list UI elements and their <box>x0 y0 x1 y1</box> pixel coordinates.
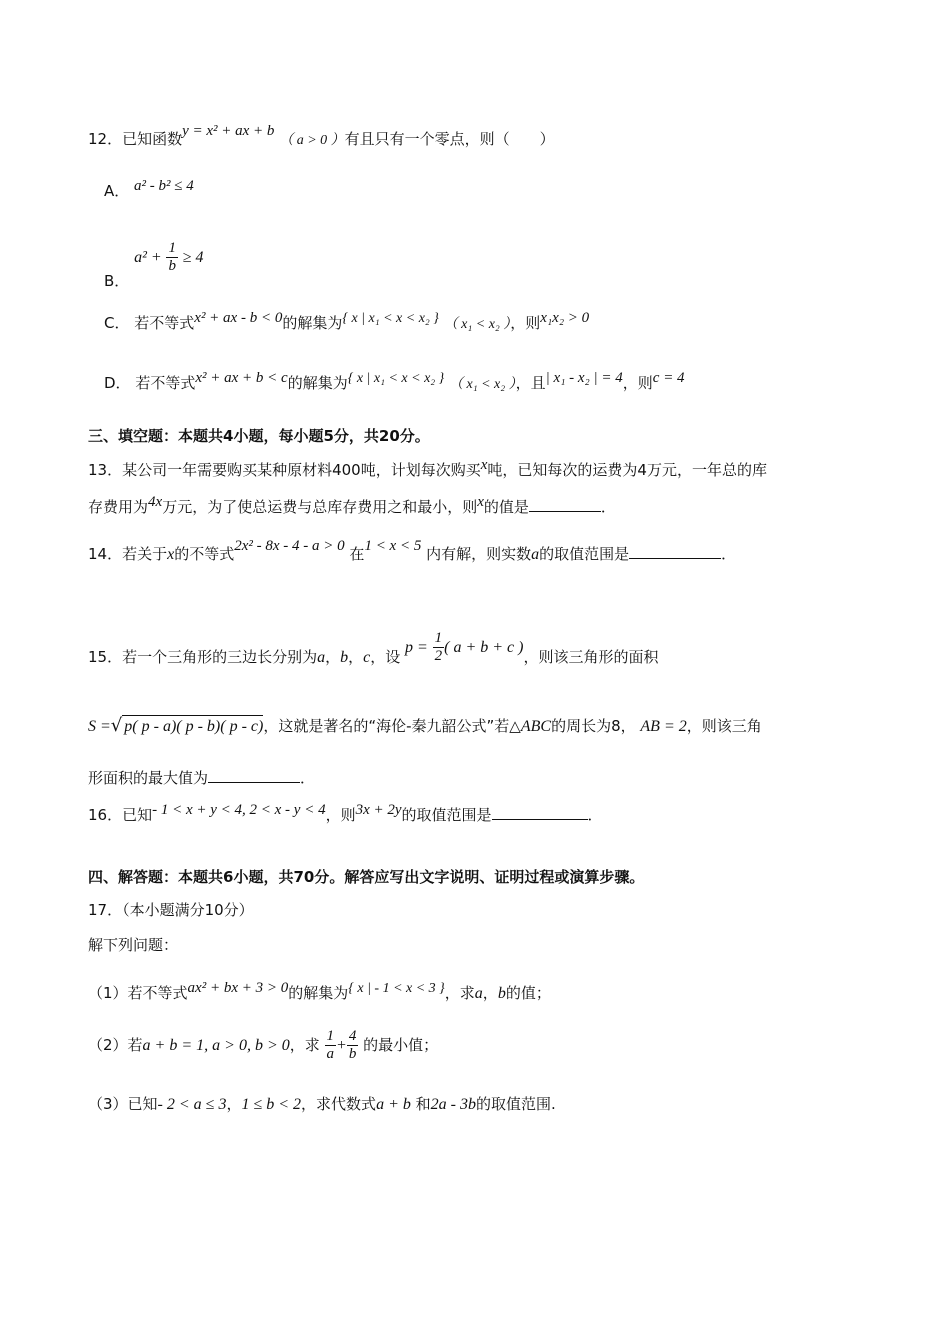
q15-line-3 <box>88 767 315 789</box>
q16-period: ． <box>587 806 603 824</box>
q12-option-b <box>104 240 204 290</box>
q14-inequality: 2x² - 8x - 4 - a > 0 <box>234 538 345 554</box>
q14-text-2: 的不等式 <box>174 545 235 563</box>
option-c-then: ，则 <box>510 314 541 332</box>
q15-ab: AB = 2 <box>640 718 687 735</box>
option-d-cond: （ x₁ < x₂ ） <box>449 377 516 392</box>
q14-text-1: 14．若关于 <box>88 545 168 563</box>
option-c-cond: （ x₁ < x₂ ） <box>443 317 511 332</box>
q13-var-x2: x <box>477 494 484 510</box>
q17-part-1 <box>88 982 551 1006</box>
q13-text-1: 13．某公司一年需要购买某种原材料400吨，计划每次购买 <box>88 461 481 479</box>
q13-line-1 <box>88 459 767 482</box>
radical-icon: √ <box>110 715 123 736</box>
q16-text-1: 16．已知 <box>88 806 153 824</box>
q17-p3-sep: ， <box>226 1095 242 1113</box>
q14-text-4: 内有解，则实数 <box>426 545 532 563</box>
q17-p2-fraction-1 <box>325 1028 337 1063</box>
q17-p1-var-a: a <box>474 985 483 1002</box>
q17-p1-text-4: 的值； <box>505 984 551 1002</box>
q13-text-3: 存费用为 <box>88 498 149 516</box>
q13-text-4: 万元，为了使总运费与总库存费用之和最小，则 <box>162 498 478 516</box>
q17-p2-den-1: a <box>326 1046 335 1062</box>
q13-var-4x: 4x <box>148 494 163 510</box>
q17-p2-num-1: 1 <box>326 1028 335 1044</box>
q17-p3-cond-1: - 2 < a ≤ 3 <box>157 1096 227 1113</box>
option-c-mid: 的解集为 <box>282 314 343 332</box>
q15-text-6: ，则该三角 <box>686 717 762 735</box>
option-c-inequality: x² + ax - b < 0 <box>194 310 283 326</box>
q17-p3-text-3: 的取值范围. <box>475 1095 556 1113</box>
q17-p2-num-2: 4 <box>348 1028 357 1044</box>
option-d-set: { x | x₁ < x < x₂ } <box>347 371 445 386</box>
option-d-inequality: x² + ax + b < c <box>195 370 288 386</box>
q15-text-1: 15．若一个三角形的三边长分别为 <box>88 648 318 666</box>
option-b-den: b <box>168 258 176 274</box>
option-b-fraction <box>166 240 178 275</box>
q15-var-c: c <box>363 649 371 666</box>
q16-expression: 3x + 2y <box>355 802 402 818</box>
option-d-label: D． <box>104 374 131 392</box>
q16-line <box>88 804 603 827</box>
q17-p1-set: { x | - 1 < x < 3 } <box>348 981 445 996</box>
q13-period: ． <box>600 498 616 516</box>
q15-sep-2: ， <box>348 648 364 666</box>
option-d-then: ，则 <box>622 374 653 392</box>
q15-p-den: 2 <box>434 648 443 664</box>
q17-p3-cond-2: 1 ≤ b < 2 <box>241 1096 302 1113</box>
q17-p2-text-2: ，求 <box>289 1036 320 1054</box>
q15-text-7: 形面积的最大值为 <box>88 769 209 787</box>
option-d-abs: | x₁ - x₂ | = 4 <box>545 370 623 386</box>
q12-option-c <box>104 312 589 336</box>
section-4-heading: 四、解答题：本题共6小题，共70分。解答应写出文字说明、证明过程或演算步骤。 <box>88 868 645 886</box>
q15-var-b: b <box>340 649 349 666</box>
q17-part-3 <box>88 1093 556 1116</box>
q12-stem-tail: 有且只有一个零点，则（ ） <box>344 130 555 148</box>
q13-text-2: 吨，已知每次的运费为4万元，一年总的库 <box>487 461 767 479</box>
q15-text-5: 的周长为8， <box>551 717 636 735</box>
q17-p2-plus: + <box>336 1037 347 1054</box>
q12-option-d <box>104 372 685 396</box>
q17-p1-text-1: （1）若不等式 <box>88 984 188 1002</box>
q14-text-3: 在 <box>349 545 365 563</box>
q17-p1-sep: ， <box>482 984 498 1002</box>
q13-line-2 <box>88 496 616 519</box>
option-b-label: B． <box>104 272 130 290</box>
q14-var-x: x <box>167 546 175 563</box>
q15-p-fraction <box>433 630 445 665</box>
option-c-result: x₁x₂ > 0 <box>540 310 590 326</box>
q17-p2-text-3: 的最小值； <box>363 1036 439 1054</box>
q17-p3-expr-2: 2a - 3b <box>430 1096 476 1113</box>
section-3-heading: 三、填空题：本题共4小题，每小题5分，共20分。 <box>88 427 430 445</box>
q12-condition: （ a > 0 ） <box>279 133 345 148</box>
q17-intro: 解下列问题： <box>88 936 179 954</box>
q17-p2-fraction-2 <box>347 1028 359 1063</box>
q15-answer-blank[interactable] <box>208 768 300 783</box>
q16-condition: - 1 < x + y < 4, 2 < x - y < 4 <box>152 802 326 818</box>
q15-p-pre: p = <box>405 639 428 656</box>
q12-stem <box>88 123 555 152</box>
q15-line-2 <box>88 715 762 738</box>
q15-p-num: 1 <box>434 630 443 646</box>
q15-text-3: ，则该三角形的面积 <box>523 648 659 666</box>
q17-part-2 <box>88 1028 438 1072</box>
q17-p3-text-1: （3）已知 <box>88 1095 158 1113</box>
option-c-label: C． <box>104 314 130 332</box>
q16-text-3: 的取值范围是 <box>401 806 492 824</box>
q14-range: 1 < x < 5 <box>364 538 422 554</box>
option-d-result: c = 4 <box>652 370 685 386</box>
q13-var-x: x <box>480 457 488 473</box>
q15-sep-1: ， <box>325 648 341 666</box>
q17-p3-and: 和 <box>415 1095 431 1113</box>
q15-abc: ABC <box>520 718 552 735</box>
q14-var-a: a <box>531 546 540 563</box>
option-b-expr-post: ≥ 4 <box>182 249 204 266</box>
q17-p2-condition: a + b = 1, a > 0, b > 0 <box>142 1037 290 1054</box>
q15-s-pre: S = <box>88 718 111 735</box>
q16-answer-blank[interactable] <box>492 805 588 820</box>
q15-period: ． <box>300 769 316 787</box>
q17-p3-text-2: ，求代数式 <box>301 1095 377 1113</box>
q14-line <box>88 538 737 566</box>
option-a-label: A． <box>104 182 130 200</box>
option-c-set: { x | x₁ < x < x₂ } <box>342 311 439 326</box>
q17-p1-var-b: b <box>497 985 506 1002</box>
option-b-expr-pre: a² + <box>134 249 162 266</box>
q17-p1-text-2: 的解集为 <box>288 984 349 1002</box>
q17-p1-inequality: ax² + bx + 3 > 0 <box>187 980 289 996</box>
option-d-mid: 的解集为 <box>287 374 348 392</box>
q12-option-a <box>104 180 194 203</box>
q14-answer-blank[interactable] <box>629 544 721 559</box>
q12-function: y = x² + ax + b <box>182 123 275 139</box>
q15-line-1 <box>88 630 658 674</box>
option-d-text: 若不等式 <box>135 374 196 392</box>
q13-answer-blank[interactable] <box>529 497 601 512</box>
option-b-num: 1 <box>168 240 176 256</box>
q16-text-2: ，则 <box>325 806 356 824</box>
q14-period: ． <box>721 545 737 563</box>
option-d-and: ，且 <box>515 374 546 392</box>
q17-p2-den-2: b <box>348 1046 357 1062</box>
q14-text-5: 的取值范围是 <box>539 545 630 563</box>
q15-text-4: ，这就是著名的“海伦-秦九韶公式”若△ <box>263 717 521 735</box>
q15-p-post: ( a + b + c ) <box>444 639 524 656</box>
option-c-text: 若不等式 <box>134 314 195 332</box>
option-a-expr: a² - b² ≤ 4 <box>134 178 194 194</box>
q17-p1-text-3: ，求 <box>444 984 475 1002</box>
q17-p3-expr-1: a + b <box>376 1096 411 1113</box>
q17-heading: 17．（本小题满分10分） <box>88 901 254 919</box>
q17-p2-text-1: （2）若 <box>88 1036 143 1054</box>
q15-text-2: ，设 <box>370 648 401 666</box>
q15-s-radicand: p( p - a)( p - b)( p - c) <box>122 715 263 738</box>
q15-var-a: a <box>317 649 326 666</box>
q12-stem-text: 12．已知函数 <box>88 130 183 148</box>
q13-text-5: 的值是 <box>483 498 529 516</box>
